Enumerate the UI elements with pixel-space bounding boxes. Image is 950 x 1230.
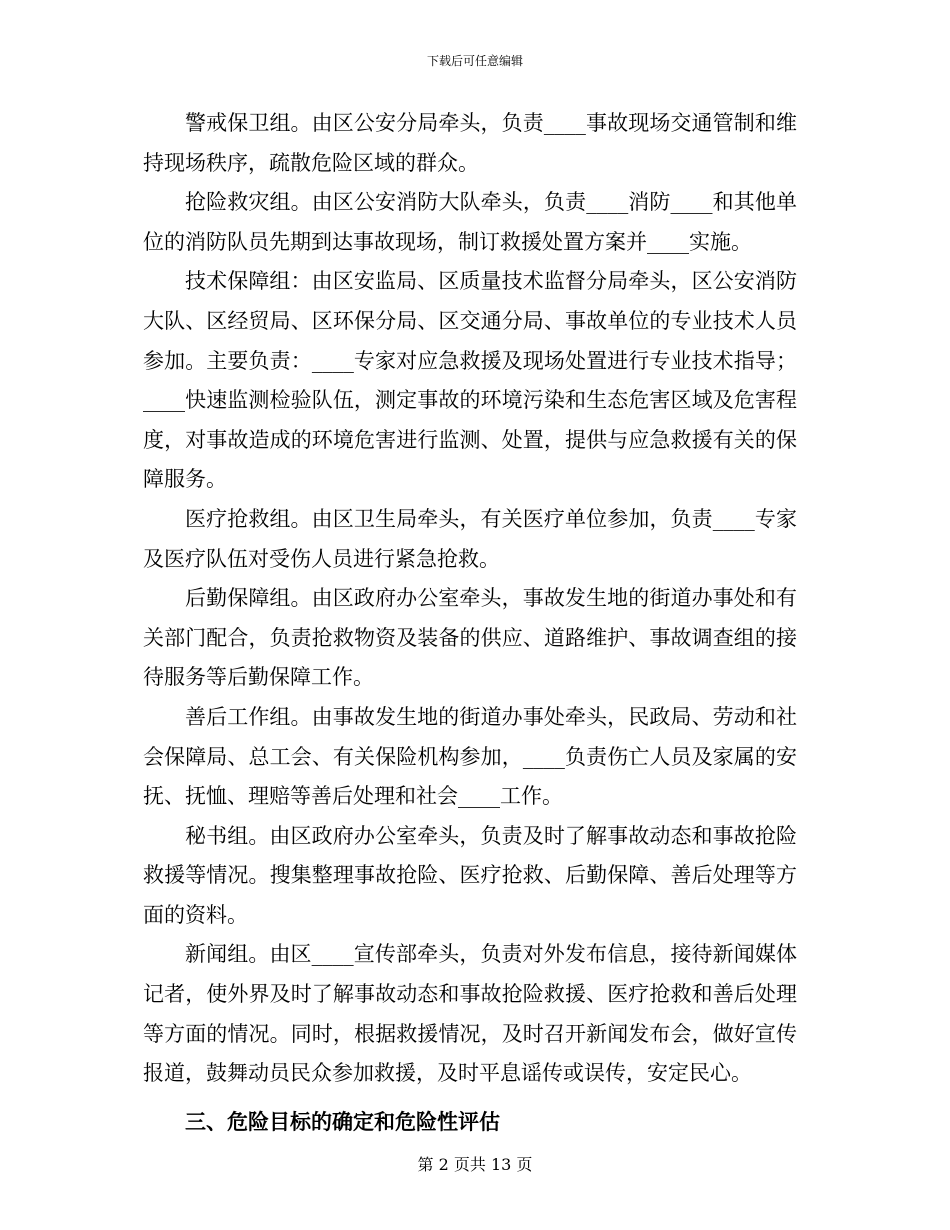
paragraph-rescue-group: 抢险救灾组。由区公安消防大队牵头，负责____消防____和其他单位的消防队员先期到达事故现场，制订救援处置方案并____实施。 [143,190,797,254]
paragraph-logistics-group: 后勤保障组。由区政府办公室牵头，事故发生地的街道办事处和有关部门配合，负责抢救物资及装备的供应、道路维护、事故调查组的接待服务等后勤保障工作。 [143,586,797,690]
page-header: 下载后可任意编辑 [426,54,523,68]
paragraph-secretary-group: 秘书组。由区政府办公室牵头，负责及时了解事故动态和事故抢险救援等情况。搜集整理事故抢险、医疗抢救、后勤保障、善后处理等方面的资料。 [143,823,797,927]
paragraph-technical-support-group: 技术保障组：由区安监局、区质量技术监督分局牵头，区公安消防大队、区经贸局、区环保分局、区交通分局、事故单位的专业技术人员参加。主要负责：____专家对应急救援及现场处置进行专业技术指导；____快速监测检验队伍，测定事故的环境污染和生态危害区域及危害程度，对事故造成的环境危害进行监测、处置，提供与应急救援有关的保障服务。 [143,269,797,492]
paragraph-aftermath-group: 善后工作组。由事故发生地的街道办事处牵头，民政局、劳动和社会保障局、总工会、有关保险机构参加，____负责伤亡人员及家属的安抚、抚恤、理赔等善后处理和社会____工作。 [143,704,797,809]
page-number: 第 2 页共 13 页 [417,1155,533,1174]
section-heading: 三、危险目标的确定和危险性评估 [185,1108,500,1134]
paragraph-security-group: 警戒保卫组。由区公安分局牵头，负责____事故现场交通管制和维持现场秩序，疏散危险区域的群众。 [143,111,797,175]
paragraph-news-group: 新闻组。由区____宣传部牵头，负责对外发布信息，接待新闻媒体记者，使外界及时了解事故动态和事故抢险救援、医疗抢救和善后处理等方面的情况。同时，根据救援情况，及时召开新闻发布会，做好宣传报道，鼓舞动员民众参加救援，及时平息谣传或误传，安定民心。 [143,942,797,1086]
document-body [143,104,797,1142]
paragraph-medical-rescue-group: 医疗抢救组。由区卫生局牵头，有关医疗单位参加，负责____专家及医疗队伍对受伤人员进行紧急抢救。 [143,506,797,571]
